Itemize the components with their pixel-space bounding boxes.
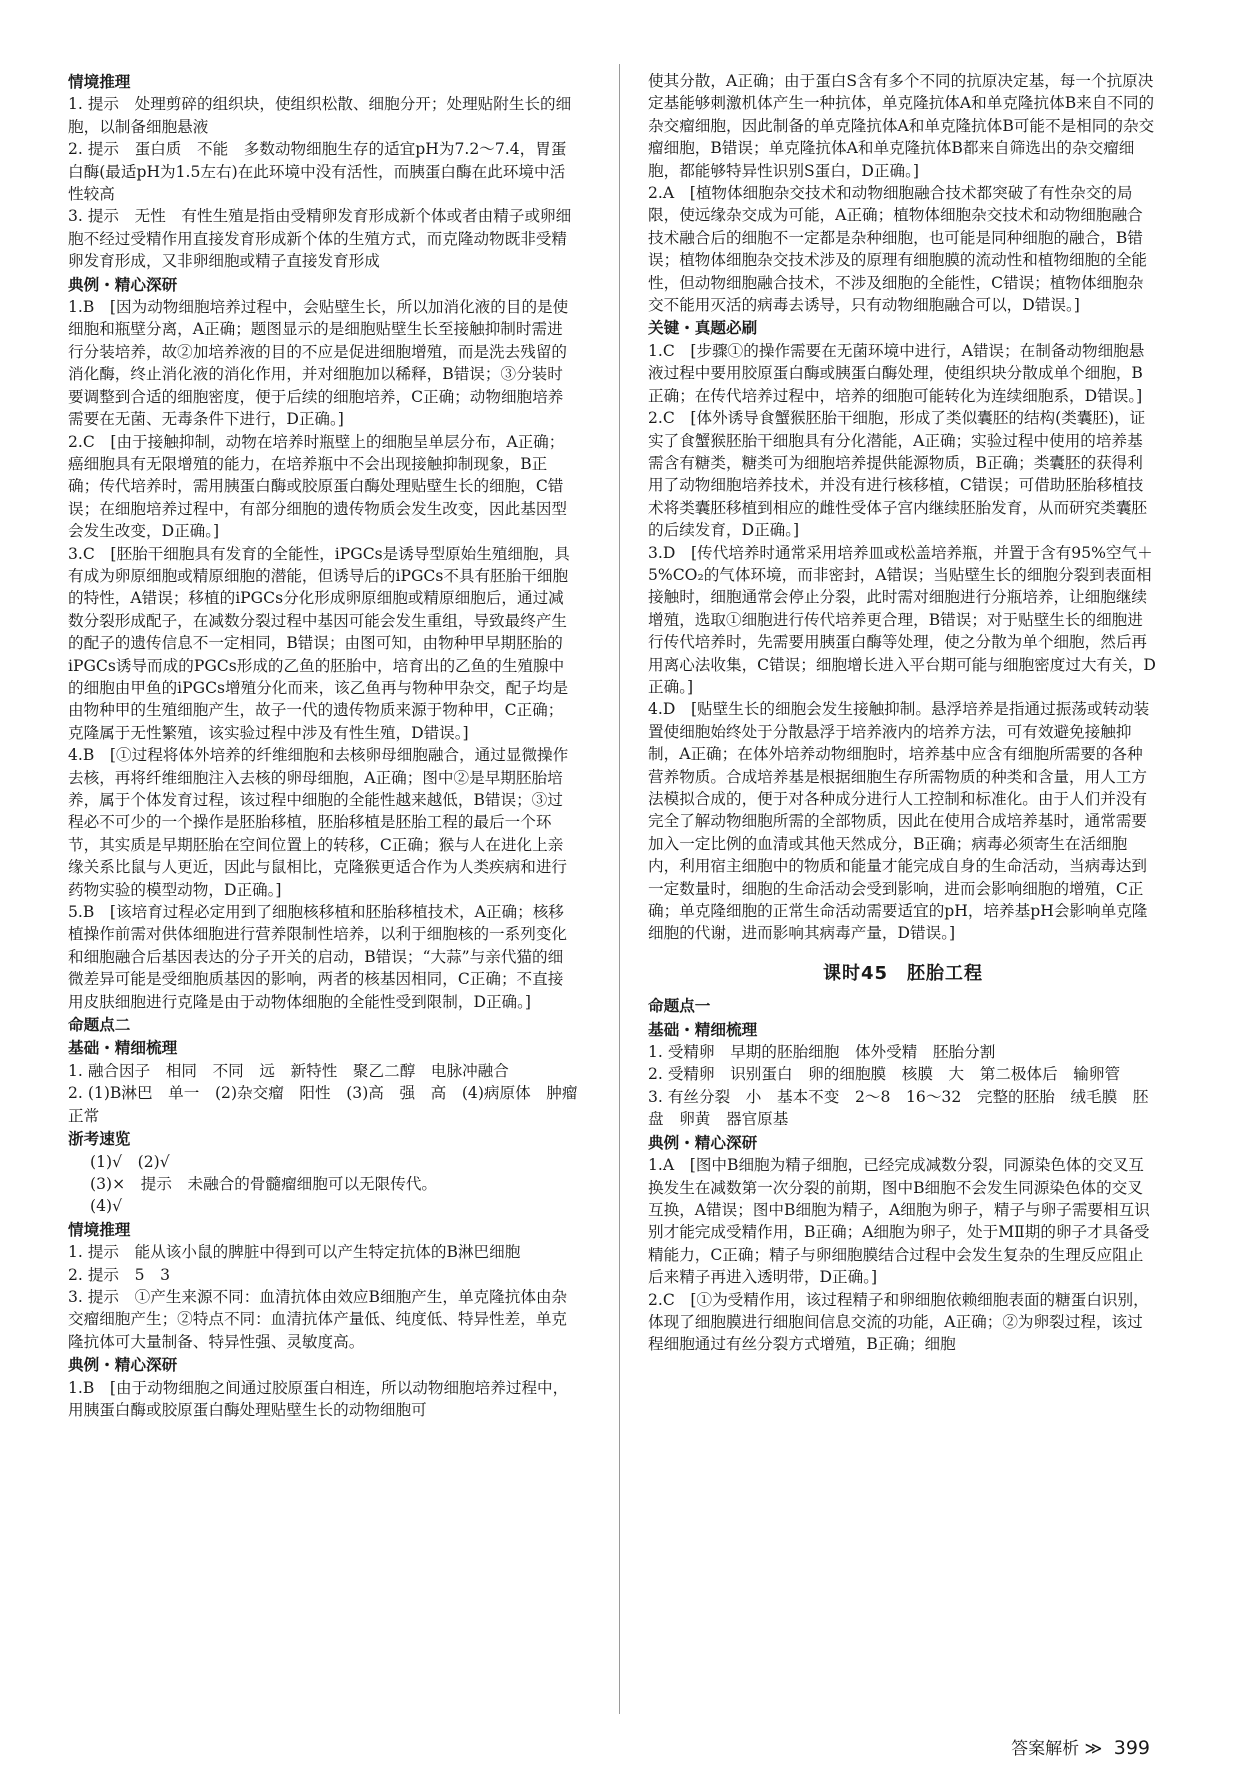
answer-item: 4.D [贴壁生长的细胞会发生接触抑制。悬浮培养是指通过振荡或转动装置使细胞始终处于分散悬浮于培养液内的培养方法，可有效避免接触抑制，A正确；在体外培养动物细胞时，培养基中应含有细胞所需要的各种营养物质。合成培养基是根据细胞生存所需物质的种类和含量，用人工方法模拟合成的，便于对各种成分进行人工控制和标准化。由于人们并没有完全了解动物细胞所需的全部物质，因此在使用合成培养基时，通常需要加入一定比例的血清或其他天然成分，B正确；病毒必须寄生在活细胞内，利用宿主细胞中的物质和能量才能完成自身的生命活动，当病毒达到一定数量时，细胞的生命活动会受到影响，进而会影响细胞的增殖，C正确；单克隆细胞的正常生命活动需要适宜的pH，培养基pH会影响单克隆细胞的代谢，进而影响其病毒产量，D错误。] xyxy=(648,700,1150,943)
answer-item: (1)√ (2)√ xyxy=(90,1152,170,1171)
section-title: 基础・精细梳理 xyxy=(648,1020,758,1039)
answer-item: 3. 提示 无性 有性生殖是指由受精卵发育形成新个体或者由精子或卵细胞不经过受精作用直接发育形成新个体的生殖方式，而克隆动物既非受精卵发育形成，又非卵细胞或精子直接发育形成 xyxy=(68,207,572,271)
section-title: 典例・精心深研 xyxy=(68,1356,178,1375)
column-divider xyxy=(619,64,620,1714)
page-footer xyxy=(1011,1734,1150,1759)
left-column xyxy=(68,70,594,1421)
footer-label: 答案解析 xyxy=(1011,1739,1080,1759)
answer-item: 2. (1)B淋巴 单一 (2)杂交瘤 阳性 (3)高 强 高 (4)病原体 肿瘤 正常 xyxy=(68,1084,594,1125)
answer-item: 3.D [传代培养时通常采用培养皿或松盖培养瓶，并置于含有95%空气＋5%CO₂的气体环境，而非密封，A错误；当贴壁生长的细胞分裂到表面相接触时，细胞通常会停止分裂，此时需对细胞进行分瓶培养，让细胞继续增殖，选取①细胞进行传代培养更合理，B错误；对于贴壁生长的细胞进行传代培养时，先需要用胰蛋白酶等处理，使之分散为单个细胞，然后再用离心法收集，C错误；细胞增长进入平台期可能与细胞密度过大有关，D正确。] xyxy=(648,543,1156,696)
page-number: 399 xyxy=(1113,1737,1150,1759)
answer-item: 2.A [植物体细胞杂交技术和动物细胞融合技术都突破了有性杂交的局限，使远缘杂交成为可能，A正确；植物体细胞杂交技术和动物细胞融合技术融合后的细胞不一定都是杂种细胞，也可能是同种细胞的融合，B错误；植物体细胞杂交技术涉及的原理有细胞膜的流动性和植物细胞的全能性，但动物细胞融合技术，不涉及细胞的全能性，C错误；植物体细胞杂交不能用灭活的病毒去诱导，只有动物细胞融合可以，D错误。] xyxy=(648,184,1148,315)
answer-item: 2.C [体外诱导食蟹猴胚胎干细胞，形成了类似囊胚的结构(类囊胚)，证实了食蟹猴胚胎干细胞具有分化潜能，A正确；实验过程中使用的培养基需含有糖类，糖类可为细胞培养提供能源物质，B正确；类囊胚的获得利用了动物细胞培养技术，并没有进行核移植，C错误；可借助胚胎移植技术将类囊胚移植到相应的雌性受体子宫内继续胚胎发育，从而研究类囊胚的后续发育，D正确。] xyxy=(648,409,1148,540)
answer-item: 使其分散，A正确；由于蛋白S含有多个不同的抗原决定基，每一个抗原决定基能够刺激机体产生一种抗体，单克隆抗体A和单克隆抗体B来自不同的杂交瘤细胞，因此制备的单克隆抗体A和单克隆抗体B可能不是相同的杂交瘤细胞，B错误；单克隆抗体A和单克隆抗体B都来自筛选出的杂交瘤细胞，都能够特异性识别S蛋白，D正确。] xyxy=(648,72,1155,180)
answer-item: 2.C [由于接触抑制，动物在培养时瓶壁上的细胞呈单层分布，A正确；癌细胞具有无限增殖的能力，在培养瓶中不会出现接触抑制现象，B正确；传代培养时，需用胰蛋白酶或胶原蛋白酶处理贴壁生长的细胞，C错误；在细胞培养过程中，有部分细胞的遗传物质会发生改变，因此基因型会发生改变，D正确。] xyxy=(68,432,568,541)
answer-item: 2. 受精卵 识别蛋白 卵的细胞膜 核膜 大 第二极体后 输卵管 xyxy=(648,1065,1121,1084)
answer-item: 1. 受精卵 早期的胚胎细胞 体外受精 胚胎分割 xyxy=(648,1043,996,1062)
answer-item: 2.C [①为受精作用，该过程精子和卵细胞依赖细胞表面的糖蛋白识别，体现了细胞膜进行细胞间信息交流的功能，A正确；②为卵裂过程，该过程细胞通过有丝分裂方式增殖，B正确；细胞 xyxy=(648,1290,1149,1354)
answer-item: (3)× 提示 未融合的骨髓瘤细胞可以无限传代。 xyxy=(90,1174,438,1193)
answer-item: 3.C [胚胎干细胞具有发育的全能性，iPGCs是诱导型原始生殖细胞，具有成为卵原细胞或精原细胞的潜能，但诱导后的iPGCs不具有胚胎干细胞的特性，A错误；移植的iPGCs分化形成卵原细胞或精原细胞后，通过减数分裂形成配子，在减数分裂过程中基因可能会发生重组，导致最终产生的配子的遗传信息不一定相同，B错误；由图可知，由物种甲早期胚胎的iPGCs诱导而成的PGCs形成的乙鱼的胚胎中，培育出的乙鱼的生殖腺中的细胞由甲鱼的iPGCs增殖分化而来，该乙鱼再与物种甲杂交，配子均是由物种甲的生殖细胞产生，故子一代的遗传物质来源于物种甲，C正确；克隆属于无性繁殖，该实验过程中涉及有性生殖，D错误。] xyxy=(68,544,570,742)
answer-item: 3. 有丝分裂 小 基本不变 2～8 16～32 完整的胚胎 绒毛膜 胚盘 卵黄 器官原基 xyxy=(648,1087,1149,1129)
answer-item: 1. 融合因子 相同 不同 远 新特性 聚乙二醇 电脉冲融合 xyxy=(68,1061,509,1080)
answer-item: 1. 提示 能从该小鼠的脾脏中得到可以产生特定抗体的B淋巴细胞 xyxy=(68,1243,521,1262)
answer-item: (4)√ xyxy=(90,1197,123,1216)
answer-item: 1.A [图中B细胞为精子细胞，已经完成减数分裂，同源染色体的交叉互换发生在减数第一次分裂的前期，图中B细胞不会发生同源染色体的交叉互换，A错误；图中B细胞为精子，A细胞为卵子，精子与卵子需要相互识别才能完成受精作用，B正确；A细胞为卵子，处于MⅡ期的卵子才具备受精能力，C正确；精子与卵细胞膜结合过程中会发生复杂的生理反应阻止后来精子再进入透明带，D正确。] xyxy=(648,1156,1150,1287)
answer-item: 1.C [步骤①的操作需要在无菌环境中进行，A错误；在制备动物细胞悬液过程中要用胶原蛋白酶或胰蛋白酶处理，使组织块分散成单个细胞，B正确；在传代培养过程中，培养的细胞可能转化为连续细胞系，D错误。] xyxy=(648,341,1145,405)
answer-item: 2. 提示 蛋白质 不能 多数动物细胞生存的适宜pH为7.2～7.4，胃蛋白酶(最适pH为1.5左右)在此环境中没有活性，而胰蛋白酶在此环境中活性较高 xyxy=(68,140,567,204)
section-title: 浙考速览 xyxy=(68,1130,131,1149)
section-title: 命题点一 xyxy=(648,997,711,1016)
answer-item: 1.B [因为动物细胞培养过程中，会贴壁生长，所以加消化液的目的是使细胞和瓶壁分离，A正确；题图显示的是细胞贴壁生长至接触抑制时需进行分装培养，故②加培养液的目的不应是促进细胞增殖，而是洗去残留的消化酶，终止消化液的消化作用，并对细胞加以稀释，B错误；③分装时要调整到合适的细胞密度，便于后续的细胞培养，C正确；动物细胞培养需要在无菌、无毒条件下进行，D正确。] xyxy=(68,298,569,429)
lesson-title: 课时45 胚胎工程 xyxy=(822,962,984,984)
answer-item: 4.B [①过程将体外培养的纤维细胞和去核卵母细胞融合，通过显微操作去核，再将纤维细胞注入去核的卵母细胞，A正确；图中②是早期胚胎培养，属于个体发育过程，该过程中细胞的全能性越来越低，B错误；③过程必不可少的一个操作是胚胎移植，胚胎移植是胚胎工程的最后一个环节，其实质是早期胚胎在空间位置上的转移，C正确；猴与人在进化上亲缘关系比鼠与人更近，因此与鼠相比，克隆猴更适合作为人类疾病和进行药物实验的模型动物，D正确。] xyxy=(68,746,569,899)
section-title: 关键・真题必刷 xyxy=(648,319,758,338)
section-title: 情境推理 xyxy=(68,73,131,91)
double-arrow-icon: ≫ xyxy=(1084,1739,1103,1759)
section-title: 情境推理 xyxy=(68,1220,131,1239)
answer-item: 1.B [由于动物细胞之间通过胶原蛋白相连，所以动物细胞培养过程中，用胰蛋白酶或胶原蛋白酶处理贴壁生长的动物细胞可 xyxy=(68,1378,569,1419)
section-title: 基础・精细梳理 xyxy=(68,1039,178,1058)
answer-item: 1. 提示 处理剪碎的组织块，使组织松散、细胞分开；处理贴附生长的细胞，以制备细胞悬液 xyxy=(68,95,572,136)
right-column xyxy=(648,70,1158,1356)
answer-item: 5.B [该培育过程必定用到了细胞核移植和胚胎移植技术，A正确；核移植操作前需对供体细胞进行营养限制性培养，以利于细胞核的一系列变化和细胞融合后基因表达的分子开关的启动，B错误；“大蒜”与亲代猫的细微差异可能是受细胞质基因的影响，两者的核基因相同，C正确；不直接用皮肤细胞进行克隆是由于动物体细胞的全能性受到限制，D正确。] xyxy=(68,903,568,1011)
section-title: 命题点二 xyxy=(68,1016,131,1035)
section-title: 典例・精心深研 xyxy=(648,1133,758,1152)
answer-item: 3. 提示 ①产生来源不同：血清抗体由效应B细胞产生，单克隆抗体由杂交瘤细胞产生；②特点不同：血清抗体产量低、纯度低、特异性差，单克隆抗体可大量制备、特异性强、灵敏度高。 xyxy=(68,1287,568,1351)
answer-item: 2. 提示 5 3 xyxy=(68,1265,171,1284)
section-title: 典例・精心深研 xyxy=(68,275,178,294)
